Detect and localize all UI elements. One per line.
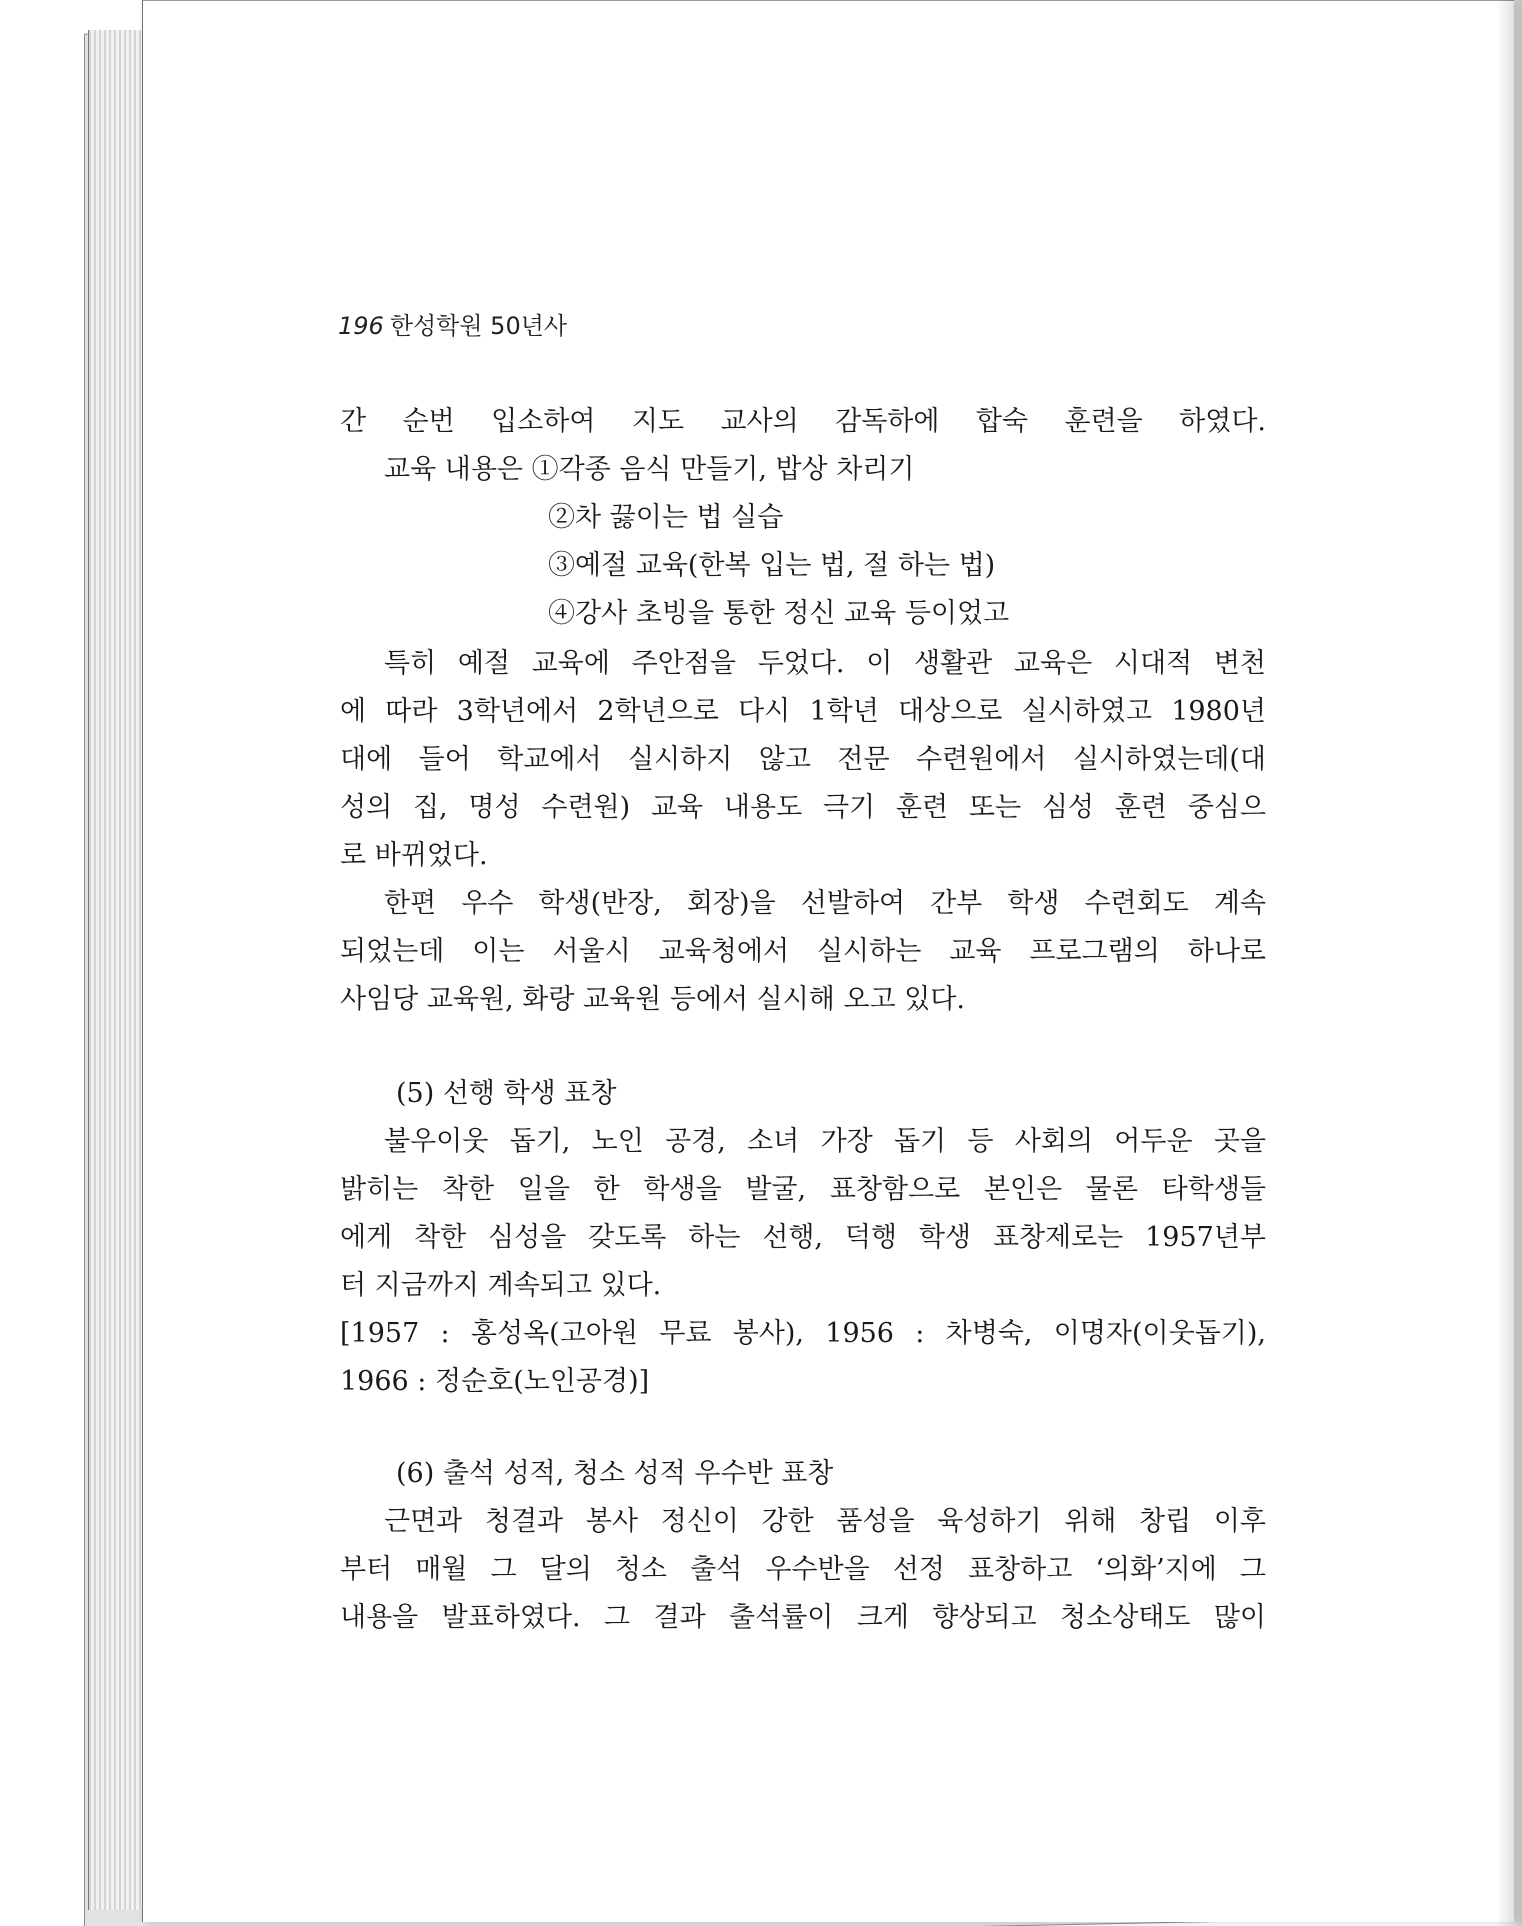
body-line: 교육 내용은 ①각종 음식 만들기, 밥상 차리기 <box>384 454 915 485</box>
body-line: [1957 : 홍성옥(고아원 무료 봉사), 1956 : 차병숙, 이명자(이웃돕기), <box>340 1318 1266 1349</box>
page-shadow <box>1496 0 1522 1926</box>
body-line: 되었는데 이는 서울시 교육청에서 실시하는 교육 프로그램의 하나로 <box>340 936 1266 967</box>
section-heading: (5) 선행 학생 표창 <box>396 1078 617 1109</box>
list-item: ②차 끓이는 법 실습 <box>548 502 784 533</box>
body-line: 간 순번 입소하여 지도 교사의 감독하에 합숙 훈련을 하였다. <box>340 406 1266 437</box>
body-line: 1966 : 정순호(노인공경)] <box>340 1366 650 1397</box>
section-heading: (6) 출석 성적, 청소 성적 우수반 표창 <box>396 1458 834 1489</box>
body-line: 한편 우수 학생(반장, 회장)을 선발하여 간부 학생 수련회도 계속 <box>384 888 1266 919</box>
list-item: ③예절 교육(한복 입는 법, 절 하는 법) <box>548 550 996 581</box>
body-line: 대에 들어 학교에서 실시하지 않고 전문 수련원에서 실시하였는데(대 <box>340 744 1266 775</box>
body-line: 밝히는 착한 일을 한 학생을 발굴, 표창함으로 본인은 물론 타학생들 <box>340 1174 1266 1205</box>
body-line: 로 바뀌었다. <box>340 840 488 871</box>
body-line: 에 따라 3학년에서 2학년으로 다시 1학년 대상으로 실시하였고 1980년 <box>340 696 1266 727</box>
body-line: 불우이웃 돕기, 노인 공경, 소녀 가장 돕기 등 사회의 어두운 곳을 <box>384 1126 1266 1157</box>
running-head <box>338 306 567 341</box>
body-line: 내용을 발표하였다. 그 결과 출석률이 크게 향상되고 청소상태도 많이 <box>340 1602 1266 1633</box>
page-edges <box>88 30 147 1910</box>
body-line: 근면과 청결과 봉사 정신이 강한 품성을 육성하기 위해 창립 이후 <box>384 1506 1266 1537</box>
body-line: 에게 착한 심성을 갖도록 하는 선행, 덕행 학생 표창제로는 1957년부 <box>340 1222 1266 1253</box>
body-line: 사임당 교육원, 화랑 교육원 등에서 실시해 오고 있다. <box>340 984 965 1015</box>
book-title: 한성학원 50년사 <box>389 312 568 340</box>
body-line: 성의 집, 명성 수련원) 교육 내용도 극기 훈련 또는 심성 훈련 중심으 <box>340 792 1266 823</box>
page-number: 196 <box>338 312 384 340</box>
body-line: 부터 매월 그 달의 청소 출석 우수반을 선정 표창하고 ‘의화’지에 그 <box>340 1554 1266 1585</box>
body-line: 터 지금까지 계속되고 있다. <box>340 1270 662 1301</box>
body-line: 특히 예절 교육에 주안점을 두었다. 이 생활관 교육은 시대적 변천 <box>384 648 1266 679</box>
list-item: ④강사 초빙을 통한 정신 교육 등이었고 <box>548 598 1010 629</box>
